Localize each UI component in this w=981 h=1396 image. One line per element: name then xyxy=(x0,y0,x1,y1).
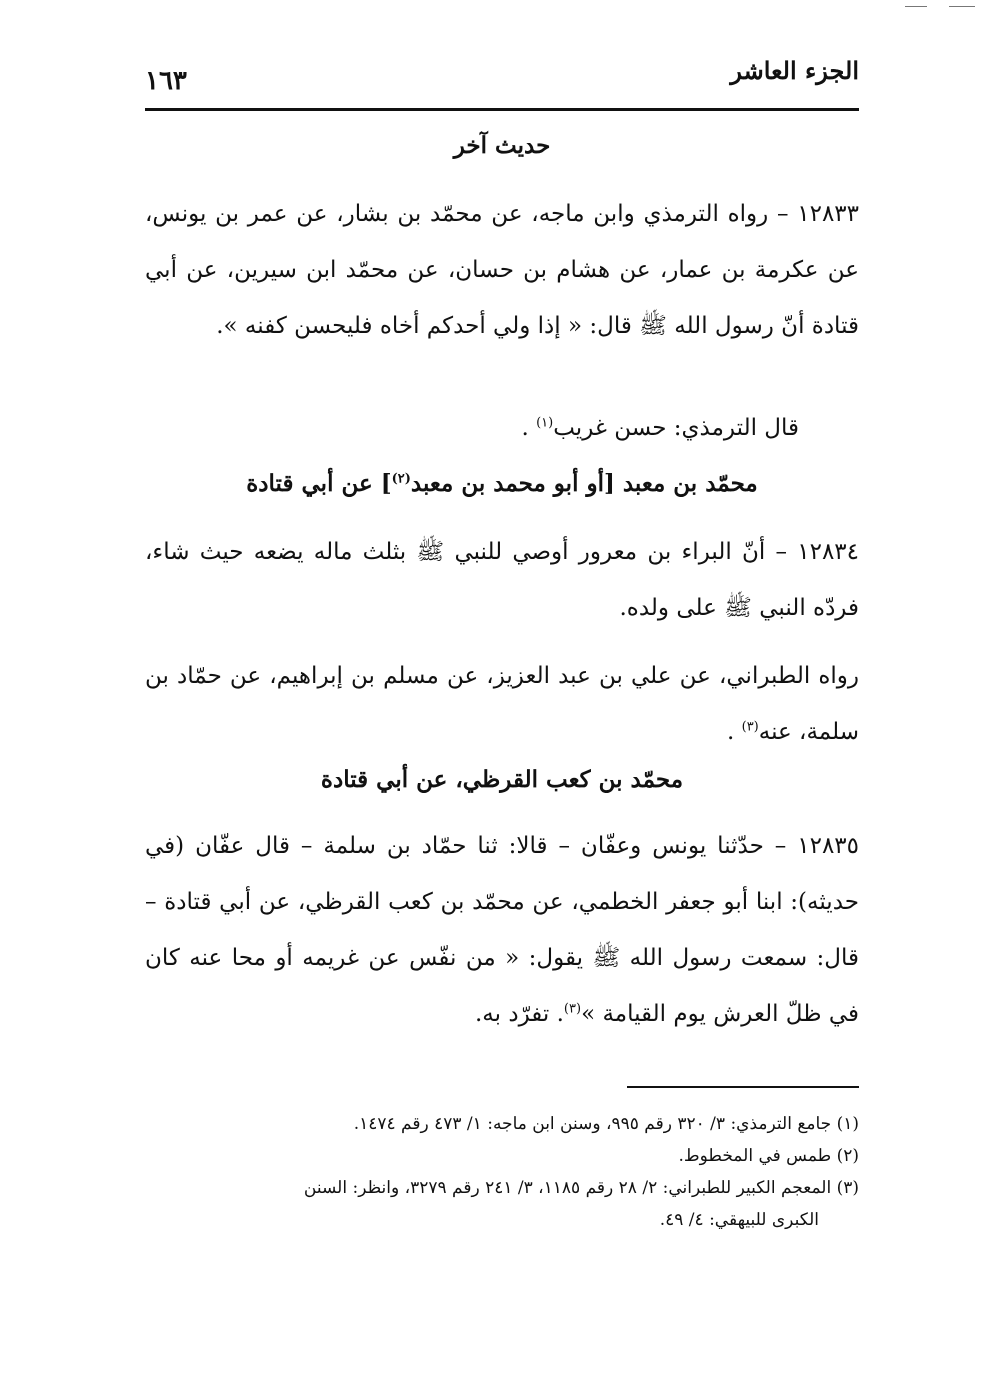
header-rule xyxy=(145,108,859,111)
section-heading-3: محمّد بن كعب القرظي، عن أبي قتادة xyxy=(320,766,684,793)
narration-text: رواه الطبراني، عن علي بن عبد العزيز، عن مسلم بن إبراهيم، عن حمّاد بن سلمة، عنه xyxy=(145,663,859,745)
hadith-text: حدّثنا يونس وعفّان – قالا: ثنا حمّاد بن سلمة – قال عفّان (في حديثه): ابنا أبو جعفر الخطمي، عن محمّد بن كعب القرظي، عن أبي قتادة – قال: سمعت رسول الله ﷺ يقول: « من نفّس عن غريمه أو محا عنه كان في ظلّ العرش يوم القيامة » xyxy=(145,833,859,1027)
footnote-2: (٢) طمس في المخطوط. xyxy=(678,1146,859,1166)
narration-period: . xyxy=(726,719,742,745)
page-header xyxy=(145,52,859,100)
grading-text: قال الترمذي: حسن غريب xyxy=(553,415,799,441)
hadith-12835 xyxy=(145,818,859,1042)
footnote-ref-1: (١) xyxy=(536,415,554,431)
hadith-12834 xyxy=(145,524,859,636)
footnote-ref-3b: (٣) xyxy=(563,1001,582,1017)
tabarani-narration xyxy=(145,648,859,760)
grading-period: . xyxy=(521,415,537,441)
hadith-dash: – xyxy=(763,833,787,859)
section-heading-2 xyxy=(145,470,859,497)
footnote-3: (٣) المعجم الكبير للطبراني: ٢/ ٢٨ رقم ١١٨٥، ٣/ ٢٤١ رقم ٣٢٧٩، وانظر: السنن xyxy=(303,1178,859,1198)
hadith-number: ١٢٨٣٥ xyxy=(797,833,860,859)
hadith-text: أنّ البراء بن معرور أوصي للنبي ﷺ بثلث ماله يضعه حيث شاء، فردّه النبي ﷺ على ولده. xyxy=(145,539,859,621)
scan-edge-marks xyxy=(905,6,975,8)
heading-2-main: محمّد بن معبد [أو أبو محمد بن معبد xyxy=(410,470,758,497)
footnote-3-continued: الكبرى للبيهقي: ٤/ ٤٩. xyxy=(659,1210,819,1230)
footnote-ref-3: (٣) xyxy=(741,719,759,735)
hadith-dash: – xyxy=(765,539,787,565)
footnote-1: (١) جامع الترمذي: ٣/ ٣٢٠ رقم ٩٩٥، وسنن ابن ماجه: ١/ ٤٧٣ رقم ١٤٧٤. xyxy=(353,1114,859,1134)
footnote-ref-2: (٢) xyxy=(391,471,411,487)
section-heading-1: حديث آخر xyxy=(453,132,551,159)
heading-2-end: ] عن أبي قتادة xyxy=(246,470,392,497)
hadith-number: ١٢٨٣٤ xyxy=(797,539,860,565)
hadith-12833 xyxy=(145,186,859,354)
page-number: ١٦٣ xyxy=(145,66,187,96)
hadith-text: رواه الترمذي وابن ماجه، عن محمّد بن بشار، عن عمر بن يونس، عن عكرمة بن عمار، عن هشام بن حسان، عن محمّد ابن سيرين، عن أبي قتادة أنّ رسول الله ﷺ قال: « إذا ولي أحدكم أخاه فليحسن كفنه ». xyxy=(145,201,859,339)
running-title: الجزء العاشر xyxy=(730,56,859,85)
hadith-closing: . تفرّد به. xyxy=(474,1001,564,1027)
tirmidhi-grading xyxy=(145,400,859,456)
hadith-number: ١٢٨٣٣ xyxy=(797,201,860,227)
footnote-rule xyxy=(627,1086,859,1088)
footnotes xyxy=(145,1108,859,1236)
hadith-dash: – xyxy=(768,201,789,227)
